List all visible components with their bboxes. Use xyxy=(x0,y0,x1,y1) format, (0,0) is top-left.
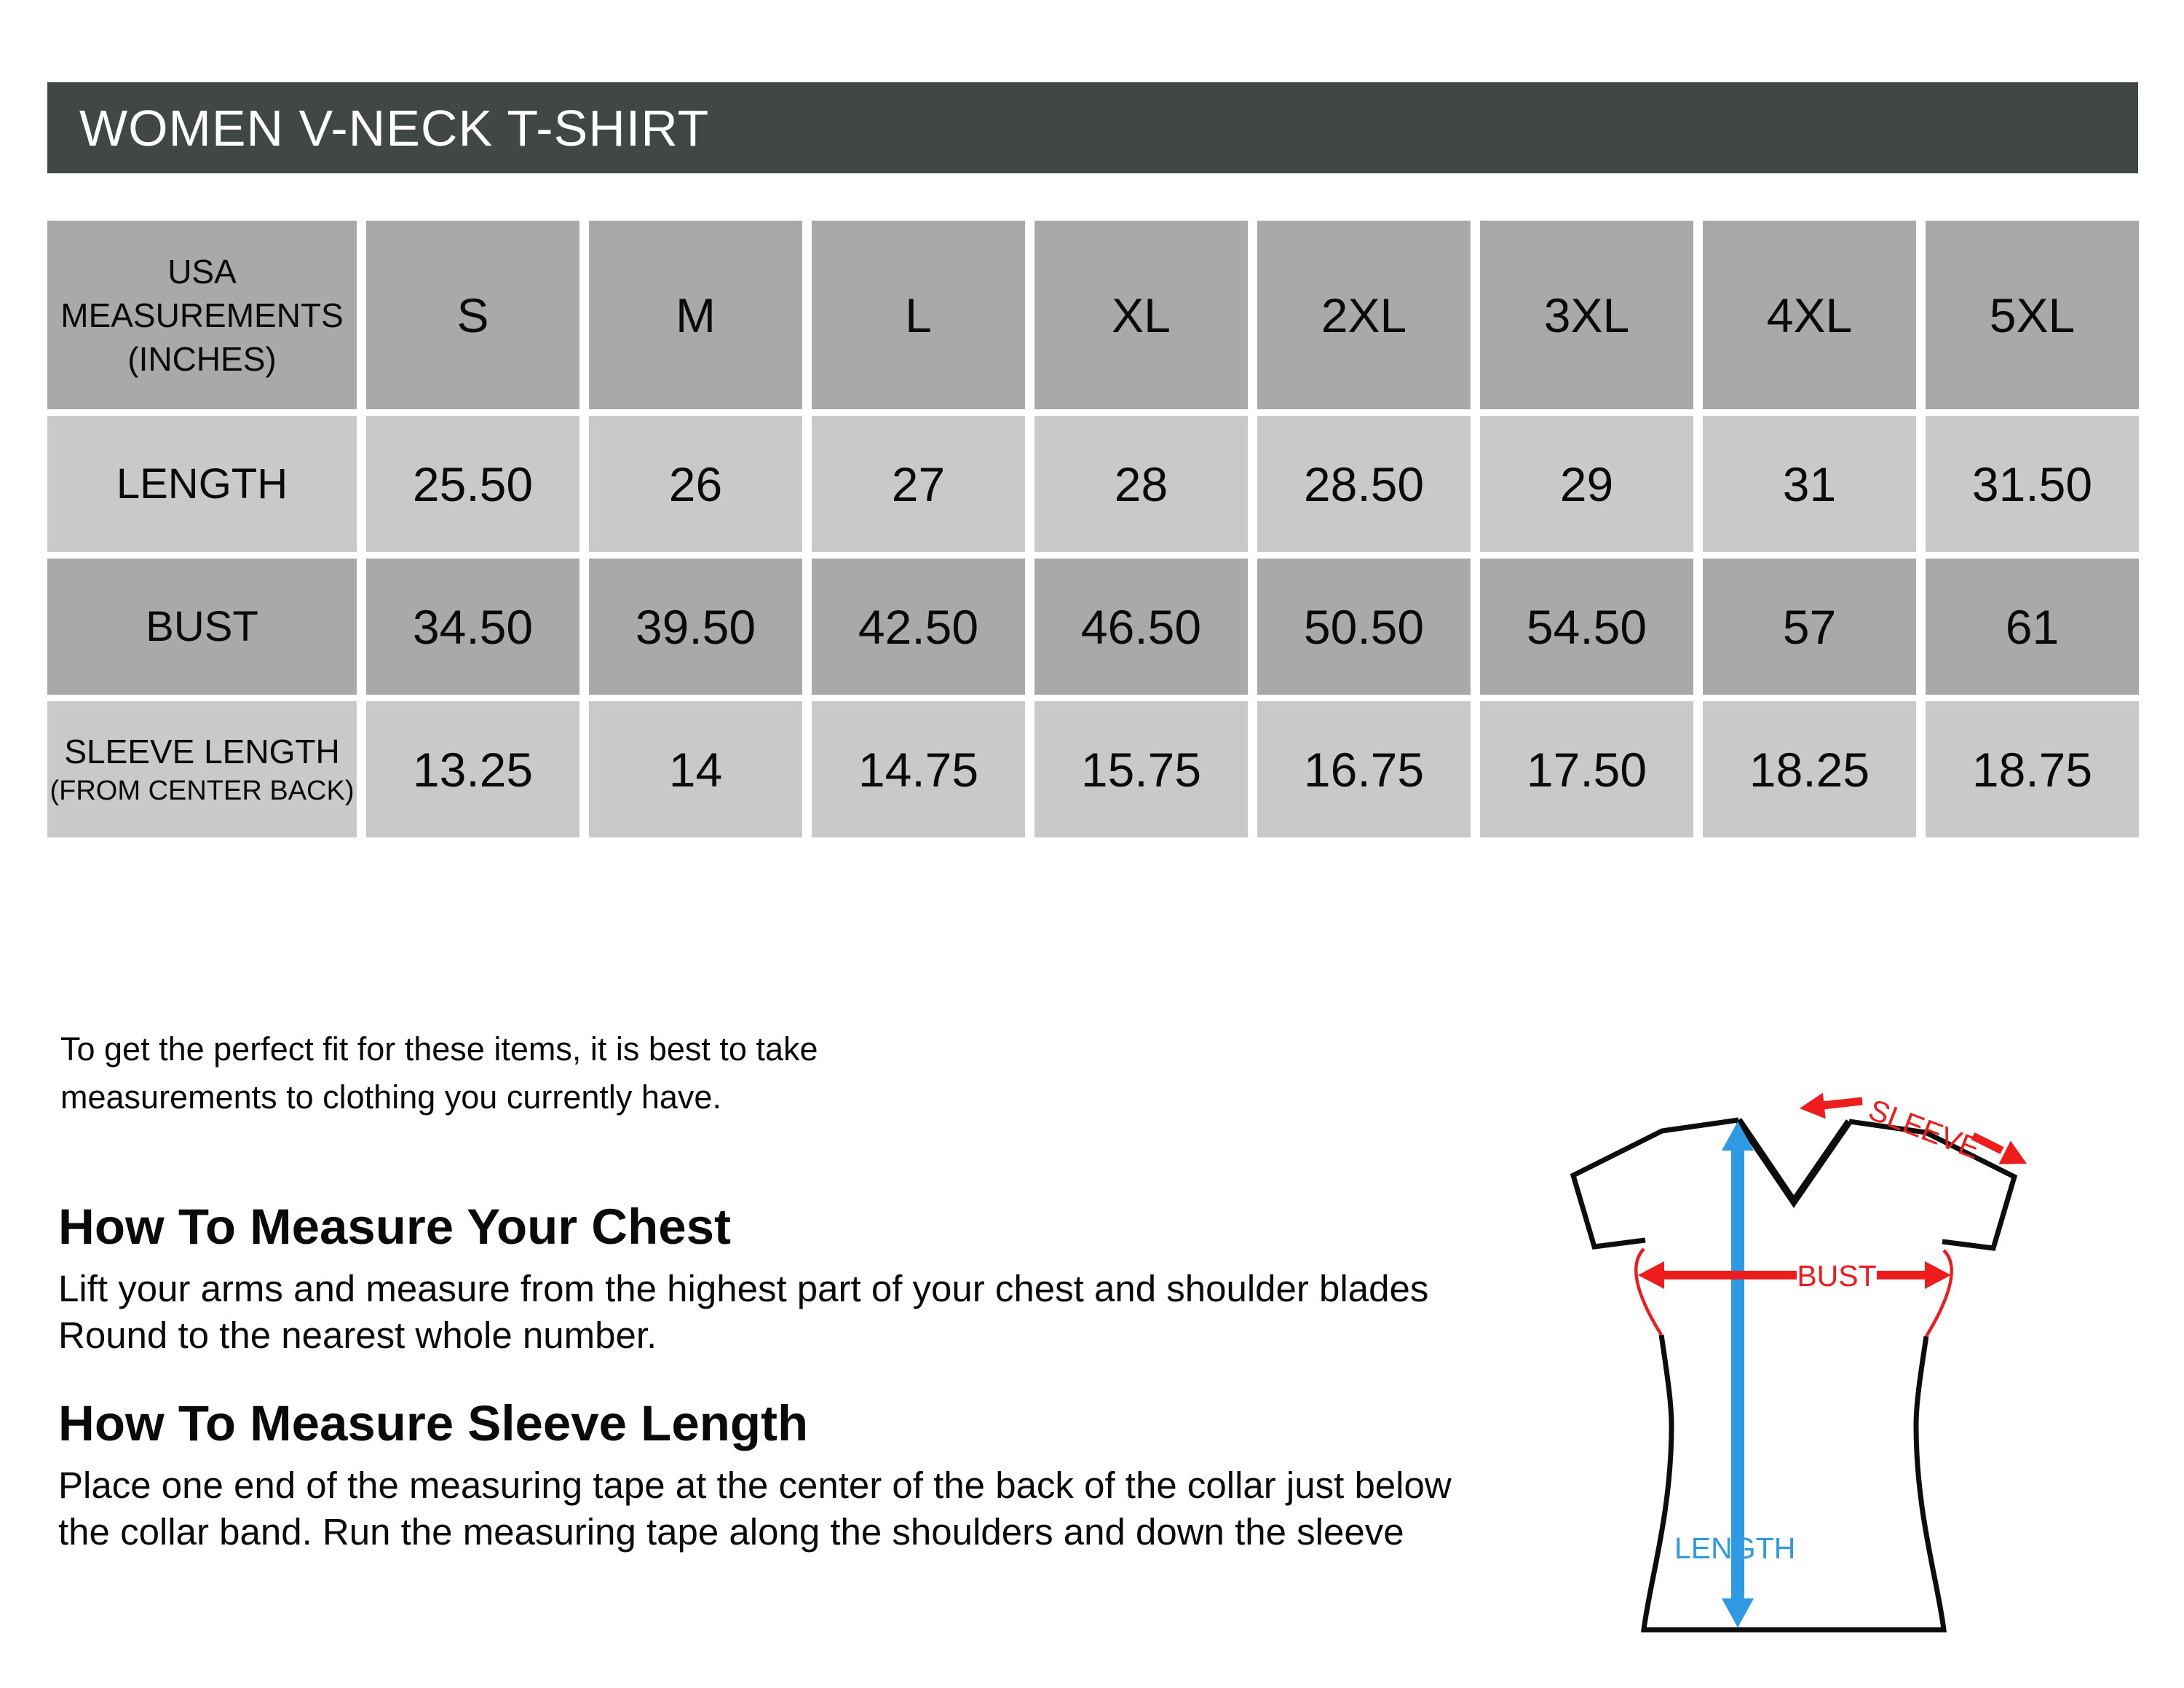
section-body-sleeve xyxy=(58,1462,1452,1555)
row-label-sleeve-length xyxy=(47,701,357,837)
measurement-cell: 13.25 xyxy=(366,701,579,837)
chest-line-1: Lift your arms and measure from the highest part of your chest and shoulder blades xyxy=(58,1268,1429,1309)
size-column-header-3xl: 3XL xyxy=(1480,221,1693,409)
sleeve-line-2: the collar band. Run the measuring tape along the shoulders and down the sleeve xyxy=(58,1511,1404,1553)
table-row-bust xyxy=(47,559,2139,695)
measurement-cell: 26 xyxy=(589,416,802,552)
measurement-cell: 27 xyxy=(812,416,1025,552)
size-column-header-xl: XL xyxy=(1034,221,1248,409)
sleeve-arrow-shaft-left xyxy=(1823,1101,1862,1105)
measurement-cell: 31 xyxy=(1703,416,1916,552)
measurement-cell: 28 xyxy=(1034,416,1248,552)
measurement-cell: 50.50 xyxy=(1257,559,1471,695)
measurement-cell: 39.50 xyxy=(589,559,802,695)
measurement-cell: 17.50 xyxy=(1480,701,1693,837)
sleeve-line-1: Place one end of the measuring tape at the center of the back of the collar just below xyxy=(58,1464,1452,1506)
measurement-cell: 18.75 xyxy=(1926,701,2139,837)
measurement-cell: 14 xyxy=(589,701,802,837)
measurement-cell: 61 xyxy=(1926,559,2139,695)
measurement-cell: 34.50 xyxy=(366,559,579,695)
table-row-length xyxy=(47,416,2139,552)
sleeve-label: SLEEVE xyxy=(1864,1092,1985,1166)
table-row-sleeve-length xyxy=(47,701,2139,837)
page-title: WOMEN V-NECK T-SHIRT xyxy=(47,82,2138,173)
measurement-cell: 18.25 xyxy=(1703,701,1916,837)
measurement-cell: 28.50 xyxy=(1257,416,1471,552)
row-label-main: SLEEVE LENGTH xyxy=(64,732,340,770)
measurement-cell: 46.50 xyxy=(1034,559,1248,695)
measurement-cell: 54.50 xyxy=(1480,559,1693,695)
intro-line-1: To get the perfect fit for these items, it is best to take xyxy=(60,1030,818,1068)
row-label-bust: BUST xyxy=(47,559,357,695)
length-label: LENGTH xyxy=(1674,1531,1796,1565)
size-column-header-s: S xyxy=(366,221,579,409)
measurement-cell: 31.50 xyxy=(1926,416,2139,552)
intro-text xyxy=(60,1025,818,1121)
row-label-sub: (FROM CENTER BACK) xyxy=(50,775,355,806)
size-column-header-5xl: 5XL xyxy=(1926,221,2139,409)
chest-line-2: Round to the nearest whole number. xyxy=(58,1314,657,1356)
section-heading-chest: How To Measure Your Chest xyxy=(58,1199,731,1255)
table-corner-header: USA MEASUREMENTS (INCHES) xyxy=(47,221,357,409)
measurement-cell: 29 xyxy=(1480,416,1693,552)
measurement-cell: 42.50 xyxy=(812,559,1025,695)
measurement-cell: 14.75 xyxy=(812,701,1025,837)
row-label-length: LENGTH xyxy=(47,416,357,552)
size-column-header-4xl: 4XL xyxy=(1703,221,1916,409)
measurement-cell: 15.75 xyxy=(1034,701,1248,837)
tshirt-measurement-diagram xyxy=(1529,1041,2184,1688)
section-heading-sleeve: How To Measure Sleeve Length xyxy=(58,1395,809,1451)
measurement-cell: 57 xyxy=(1703,559,1916,695)
measurement-cell: 16.75 xyxy=(1257,701,1471,837)
measurement-cell: 25.50 xyxy=(366,416,579,552)
size-column-header-l: L xyxy=(812,221,1025,409)
section-body-chest xyxy=(58,1266,1428,1359)
sleeve-arrowhead-left-icon xyxy=(1798,1093,1826,1121)
size-table-header-row xyxy=(47,221,2139,409)
intro-line-2: measurements to clothing you currently have. xyxy=(60,1078,721,1116)
size-column-header-m: M xyxy=(589,221,802,409)
size-table xyxy=(38,214,2148,844)
size-column-header-2xl: 2XL xyxy=(1257,221,1471,409)
bust-label: BUST xyxy=(1797,1259,1877,1293)
